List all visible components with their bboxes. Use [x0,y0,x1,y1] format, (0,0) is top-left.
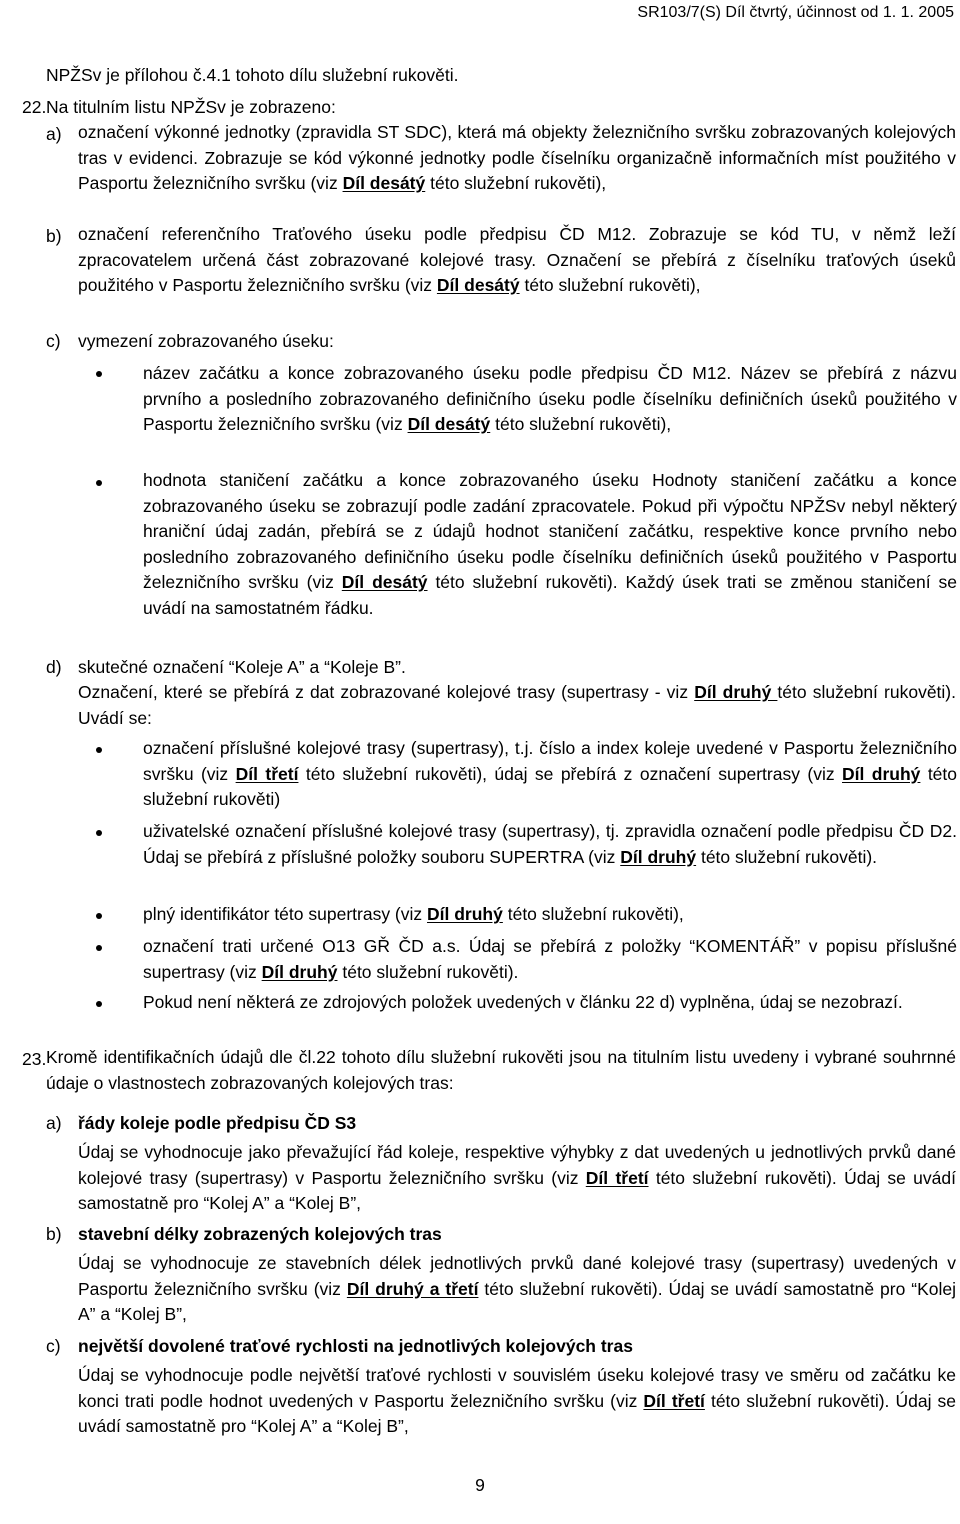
item-22b-text: označení referenčního Traťového úseku podle předpisu ČD M12. Zobrazuje se kód TU, v němž leží zpracovatelem určená část zobrazované kolejové trasy. Označení se přebírá z číselníku traťových úseků použitého v Pasportu železničního svršku (viz Díl desátý této služební rukověti), [78,224,956,296]
item-23a-marker: a) [46,1113,62,1133]
ref-dil-treti-link[interactable]: Díl třetí [643,1390,705,1411]
item-23a-heading: řády koleje podle předpisu ČD S3 [78,1113,357,1133]
item-23b-text: Údaj se vyhodnocuje ze stavebních délek jednotlivých prvků dané kolejové trasy (supertrasy) uvedených v Pasportu železničního svršku (viz Díl druhý a třetí této služební rukověti). Údaj se uvádí samostatně pro “Kolej A” a “Kolej B”, [78,1253,956,1325]
item-22c2-text: hodnota staničení začátku a konce zobrazovaného úseku Hodnoty staničení začátku a konce zobrazovaného úseku se zobrazují podle zadání zpracovatele. Pokud při výpočtu NPŽSv nebyl některý hraniční údaj zadán, přebírá se z údajů hodnot staničení začátku, respektive konce prvního nebo posledního zobrazovaného definičního úseku podle číselníku definičních úseků použitého v Pasportu železničního svršku (viz Díl desátý této služební rukověti). Každý úsek trati se změnou staničení se uvádí na samostatném řádku. [143,470,957,618]
item-22a-text: označení výkonné jednotky (zpravidla ST SDC), která má objekty železničního svršku zobrazovaných kolejových tras v evidenci. Zobrazuje se kód výkonné jednotky podle číselníku organizačně informačních míst použitého v Pasportu železničního svršku (viz Díl desátý této služební rukověti), [78,122,956,194]
item-22d4-text: označení trati určené O13 GŘ ČD a.s. Údaj se přebírá z položky “KOMENTÁŘ” v popisu příslušné supertrasy (viz Díl druhý této služební rukověti). [143,936,957,982]
ref-dil-desaty-link[interactable]: Díl desátý [341,572,428,593]
item-22d-lead: skutečné označení “Koleje A” a “Koleje B”. [78,657,406,677]
item-23b-marker: b) [46,1224,62,1244]
bullet-icon [96,913,102,919]
article-23-lead: Kromě identifikačních údajů dle čl.22 tohoto dílu služební rukověti jsou na titulním listu uvedeny i vybrané souhrnné údaje o vlastnostech zobrazovaných kolejových tras: [46,1047,956,1093]
item-23c-text: Údaj se vyhodnocuje podle největší traťové rychlosti v souvislém úseku kolejové trasy ve směru od začátku ke konci trati podle hodnot uvedených v Pasportu železničního svršku (viz Díl třetí této služební rukověti). Údaj se uvádí samostatně pro “Kolej A” a “Kolej B”, [78,1365,956,1437]
item-23c-marker: c) [46,1336,61,1356]
item-22d2-text: uživatelské označení příslušné kolejové trasy (supertrasy), tj. zpravidla označení podle předpisu ČD D2. Údaj se přebírá z příslušné položky souboru SUPERTRA (viz Díl druhý této služební rukověti). [143,821,957,867]
bullet-icon [96,830,102,836]
ref-dil-druhy-link[interactable]: Díl druhý [427,904,503,924]
item-22d-marker: d) [46,657,62,677]
item-22a-marker: a) [46,124,62,144]
item-22d-text: Označení, které se přebírá z dat zobrazované kolejové trasy (supertrasy - viz Díl druhý této služební rukověti). Uvádí se: [78,682,956,728]
ref-dil-druhy-link[interactable]: Díl druhý [842,763,921,784]
item-23a-text: Údaj se vyhodnocuje jako převažující řád koleje, respektive výhybky z dat uvedených u jednotlivých prvků dané kolejové trasy (supertrasy) v Pasportu železničního svršku (viz Díl třetí této služební rukověti). Údaj se uvádí samostatně pro “Kolej A” a “Kolej B”, [78,1142,956,1214]
article-22-number: 22. [22,97,47,117]
item-22b-marker: b) [46,226,62,246]
document-header: SR103/7(S) Díl čtvrtý, účinnost od 1. 1. 2005 [637,4,954,21]
ref-dil-treti-link[interactable]: Díl třetí [235,763,299,784]
ref-dil-desaty-link[interactable]: Díl desátý [407,414,491,435]
ref-dil-desaty-link[interactable]: Díl desátý [342,173,426,194]
item-22d1-text: označení příslušné kolejové trasy (supertrasy), t.j. číslo a index koleje uvedené v Pasportu železničního svršku (viz Díl třetí této služební rukověti), údaj se přebírá z označení supertrasy (viz Díl druhý této služební rukověti) [143,738,958,810]
item-22c-marker: c) [46,331,61,351]
bullet-icon [96,371,102,377]
item-23b-heading: stavební délky zobrazených kolejových tras [78,1224,442,1244]
ref-dil-druhy-link[interactable]: Díl druhý [261,961,338,982]
bullet-icon [96,945,102,951]
article-22-lead: Na titulním listu NPŽSv je zobrazeno: [46,97,336,117]
bullet-icon [96,747,102,753]
article-23-number: 23. [22,1049,47,1069]
item-22d5-text: Pokud není některá ze zdrojových položek uvedených v článku 22 d) vyplněna, údaj se nezobrazí. [143,992,903,1012]
intro-text: NPŽSv je přílohou č.4.1 tohoto dílu služební rukověti. [46,65,459,85]
item-22d3-text: plný identifikátor této supertrasy (viz Díl druhý této služební rukověti), [143,904,684,924]
ref-dil-druhy-a-treti-link[interactable]: Díl druhý a třetí [346,1278,479,1299]
ref-dil-druhy-link[interactable]: Díl druhý [694,682,778,702]
item-22c-lead: vymezení zobrazovaného úseku: [78,331,334,351]
ref-dil-treti-link[interactable]: Díl třetí [585,1167,649,1188]
bullet-icon [96,1001,102,1007]
item-23c-heading: největší dovolené traťové rychlosti na jednotlivých kolejových tras [78,1336,633,1356]
item-22c1-text: název začátku a konce zobrazovaného úseku podle předpisu ČD M12. Název se přebírá z názvu prvního a posledního zobrazovaného definičního úseku podle číselníku definičních úseků použitého v Pasportu železničního svršku (viz Díl desátý této služební rukověti), [143,363,957,435]
ref-dil-desaty-link[interactable]: Díl desátý [436,275,520,296]
page-number: 9 [475,1475,485,1495]
bullet-icon [96,480,102,486]
ref-dil-druhy-link[interactable]: Díl druhý [620,846,697,867]
